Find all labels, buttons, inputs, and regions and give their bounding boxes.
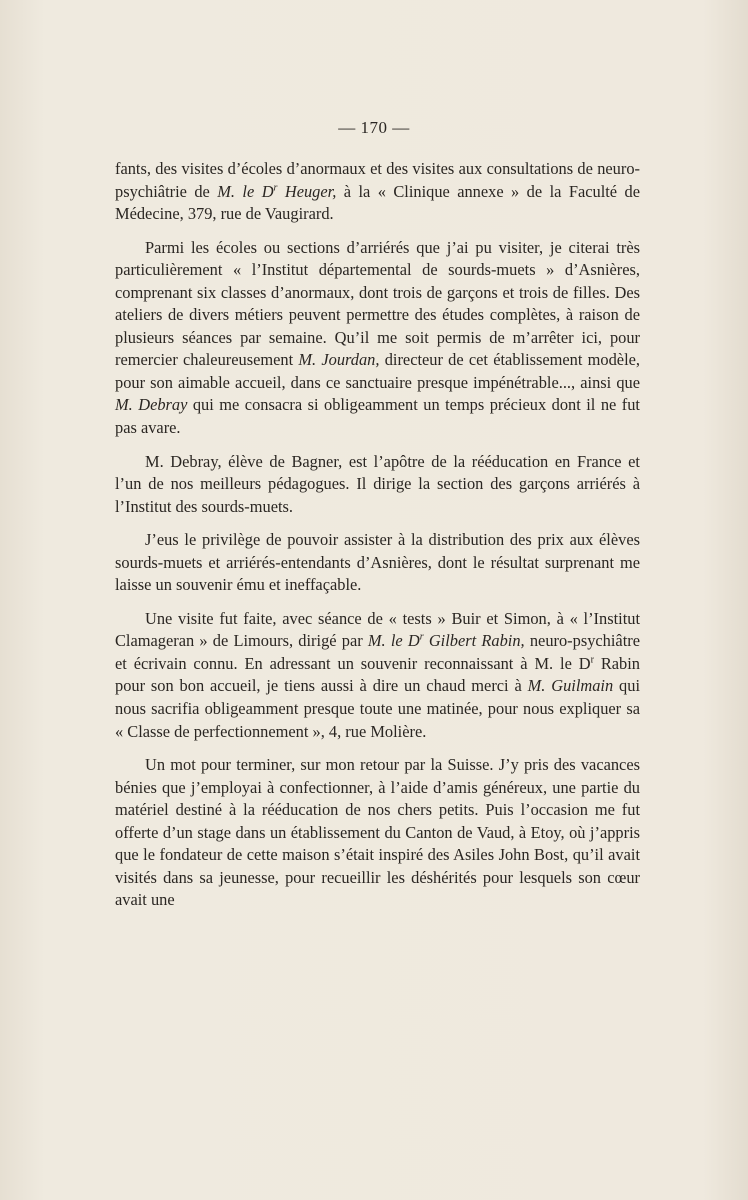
- text-run: fants, des visites d’écoles d’anormaux et des visites aux consultations de neuro-psychiâtrie de: [115, 159, 640, 201]
- text-run: neuro-psychiâtre et écrivain connu. En adressant un souvenir reconnaissant à M. le D: [115, 631, 640, 673]
- text-run: Rabin pour son bon accueil, je tiens aussi à dire un chaud merci à: [115, 653, 640, 696]
- superscript-text: r: [590, 654, 594, 666]
- paragraph: [115, 754, 640, 912]
- text-run: Une visite fut faite, avec séance de « tests » Buir et Simon, à « l’Institut Clamageran » de Limours, dirigé par: [115, 608, 640, 651]
- text-run: qui nous sacrifia obligeamment presque toute une matinée, pour nous expliquer sa « Classe de perfectionnement », 4, rue Molière.: [115, 676, 641, 741]
- italic-text: M. Guilmain: [527, 676, 614, 696]
- italic-text: Gilbert Rabin,: [423, 631, 525, 651]
- paragraph: [115, 529, 640, 597]
- paragraph: [115, 608, 640, 743]
- italic-text: M. Debray: [115, 395, 188, 415]
- text-run: directeur de cet établissement modèle, pour son aimable accueil, dans ce sanctuaire presque impénétrable..., ainsi que: [115, 350, 641, 392]
- text-run: à la « Clinique annexe » de la Faculté de Médecine, 379, rue de Vaugirard.: [115, 181, 640, 224]
- italic-text: M. le D: [367, 631, 420, 651]
- page-number: — 170 —: [338, 118, 410, 137]
- superscript-text: r: [273, 182, 278, 194]
- body-text: [115, 158, 640, 923]
- italic-text: M. Jourdan,: [298, 350, 380, 370]
- text-run: J’eus le privilège de pouvoir assister à la distribution des prix aux élèves sourds-muets et arriérés-entendants d’Asnières, dont le résultat surprenant me laisse un souvenir ému et ineffaçable.: [115, 530, 640, 595]
- italic-text: M. le D: [217, 181, 274, 201]
- text-run: Un mot pour terminer, sur mon retour par la Suisse. J’y pris des vacances bénies que j’employai à confectionner, à l’aide d’amis généreux, une partie du matériel destiné à la rééducation de nos chers petits. Puis l’occasion me fut offerte d’un stage dans un établissement du Canton de Vaud, à Etoy, où j’appris que le fondateur de cette maison s’était inspiré des Asiles John Bost, qu’il avait visités dans sa jeunesse, pour recueillir les déshérités pour lesquels son cœur avait une: [115, 755, 640, 910]
- text-run: M. Debray, élève de Bagner, est l’apôtre de la rééducation en France et l’un de nos meilleurs pédagogues. Il dirige la section des garçons arriérés à l’Institut des sourds-muets.: [115, 451, 640, 516]
- italic-text: Heuger,: [277, 181, 337, 201]
- paragraph: [115, 158, 640, 226]
- paragraph: [115, 237, 640, 440]
- text-run: Parmi les écoles ou sections d’arriérés que j’ai pu visiter, je citerai très particulièrement « l’Institut départemental de sourds-muets » d’Asnières, comprenant six classes d’anormaux, dont trois de garçons et trois de filles. Des ateliers de divers métiers peuvent permettre des études complètes, à raison de plusieurs séances par semaine. Qu’il me soit permis de m’arrêter ici, pour remercier chaleureusement: [115, 237, 640, 370]
- superscript-text: r: [419, 631, 424, 643]
- text-run: qui me consacra si obligeamment un temps précieux dont il ne fut pas avare.: [115, 395, 640, 438]
- paragraph: [115, 451, 640, 519]
